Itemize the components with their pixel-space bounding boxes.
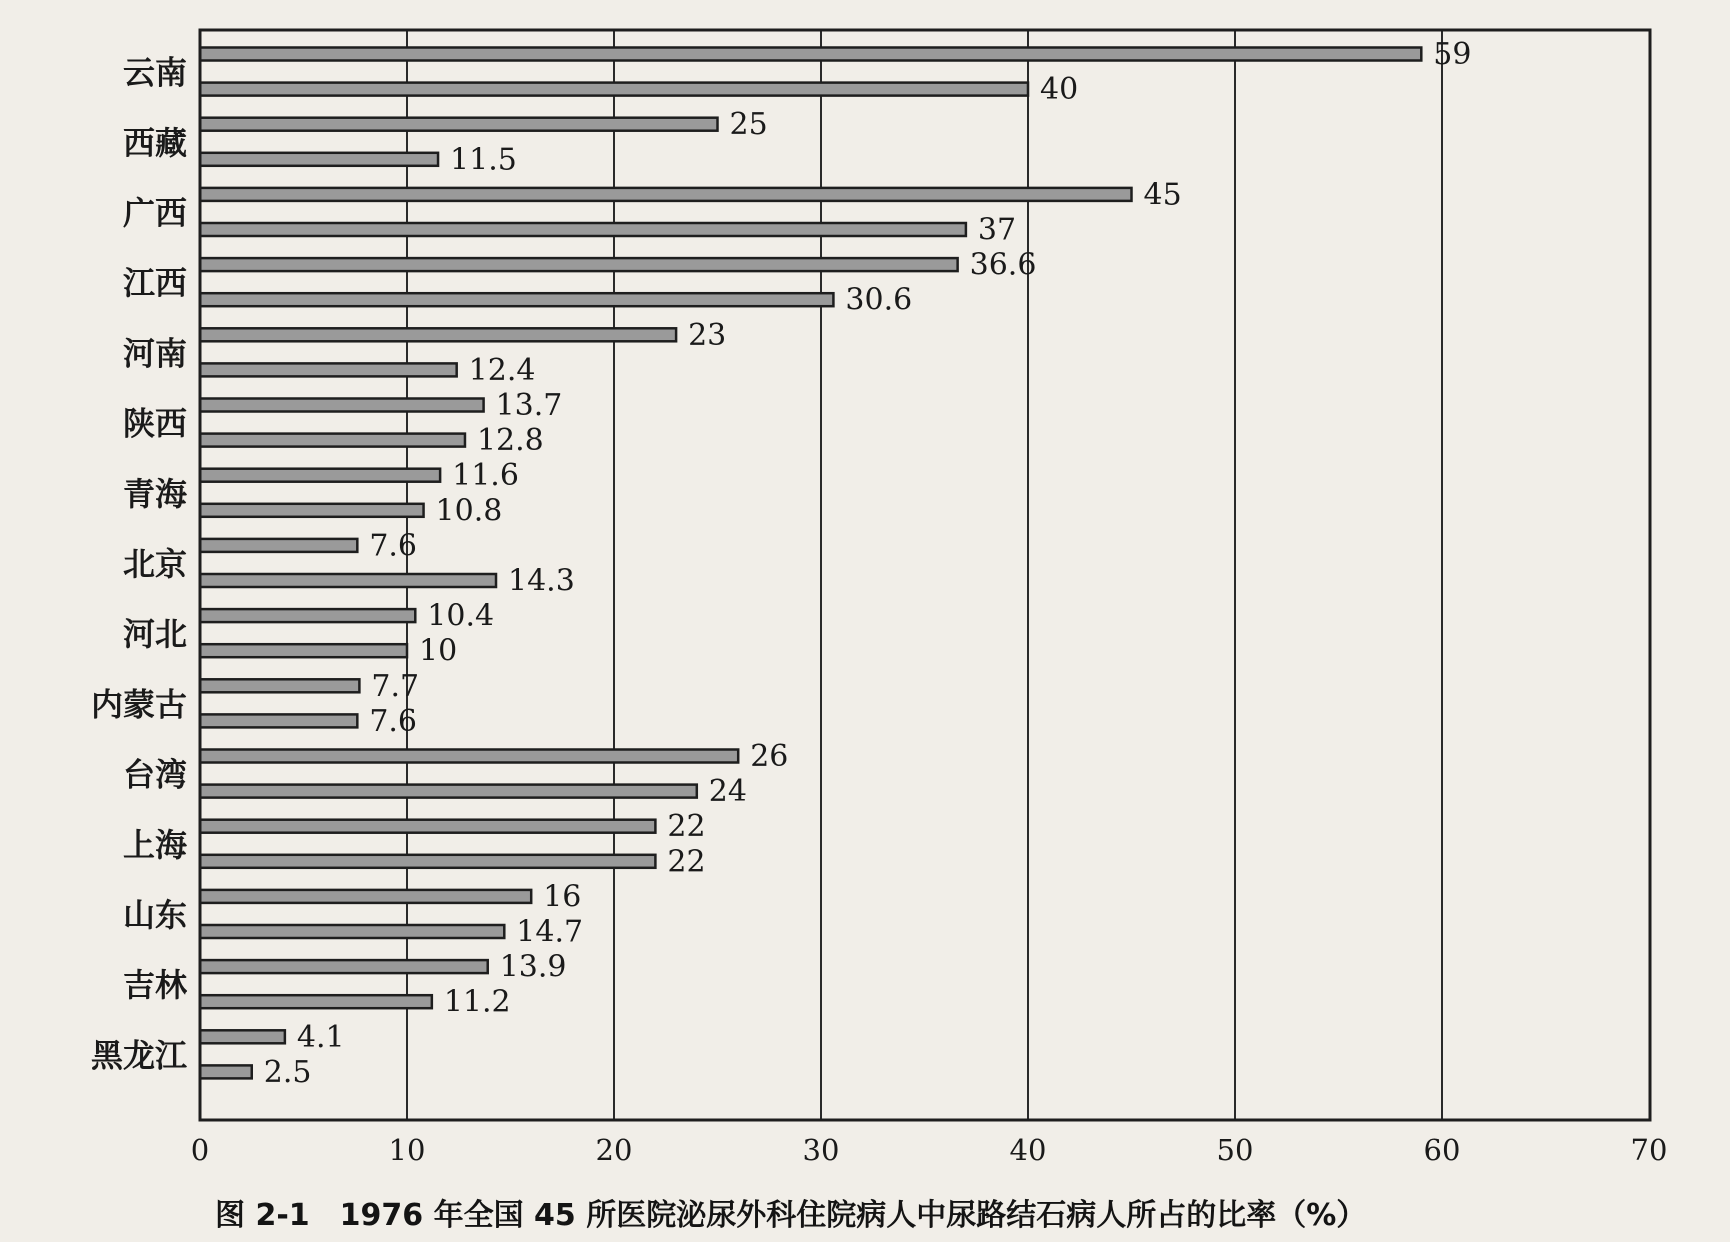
figure-caption-text: 1976 年全国 45 所医院泌尿外科住院病人中尿路结石病人所占的比率（%）	[339, 1198, 1367, 1233]
category-label: 内蒙古	[90, 685, 187, 724]
bar	[200, 153, 438, 166]
bar	[200, 399, 484, 412]
bar	[200, 504, 424, 517]
x-tick-label: 30	[802, 1133, 840, 1167]
bar	[200, 679, 359, 692]
x-tick-label: 0	[190, 1133, 210, 1167]
bar-value-label: 11.6	[452, 458, 519, 494]
x-tick-label: 50	[1216, 1133, 1254, 1167]
bar-value-label: 4.1	[296, 1019, 345, 1055]
bar-value-label: 14.7	[516, 914, 584, 950]
category-label: 西藏	[122, 123, 187, 162]
bar	[200, 48, 1421, 61]
bar-value-label: 40	[1040, 72, 1079, 108]
bar	[200, 258, 958, 271]
bar-value-label: 36.6	[969, 247, 1037, 283]
bar	[200, 925, 504, 938]
bar	[200, 750, 738, 763]
category-label: 陕西	[122, 404, 187, 443]
bar-value-label: 45	[1143, 177, 1182, 213]
bar	[200, 223, 966, 236]
bar-value-label: 7.7	[371, 668, 420, 704]
category-label: 江西	[122, 264, 187, 303]
bar	[200, 1030, 285, 1043]
bar	[200, 188, 1132, 201]
bar	[200, 118, 718, 131]
x-tick-label: 10	[388, 1133, 426, 1167]
bar-value-label: 7.6	[369, 528, 418, 564]
bar-value-label: 22	[667, 809, 706, 845]
category-label: 吉林	[122, 966, 187, 1005]
bar	[200, 574, 496, 587]
bar-value-label: 11.2	[443, 984, 511, 1020]
bar-value-label: 16	[543, 879, 582, 915]
bar	[200, 644, 407, 657]
bar	[200, 539, 357, 552]
bar-value-label: 30.6	[845, 282, 913, 318]
category-label: 河南	[122, 334, 187, 373]
category-label: 上海	[122, 825, 187, 864]
bar-value-label: 12.4	[468, 352, 536, 388]
bar-value-label: 13.9	[499, 949, 567, 985]
bar-value-label: 2.5	[263, 1054, 312, 1090]
bar-value-label: 10	[419, 633, 458, 669]
category-label: 青海	[122, 474, 187, 513]
bar-value-label: 14.3	[508, 563, 575, 599]
bar	[200, 328, 676, 341]
bar	[200, 820, 655, 833]
bar	[200, 83, 1028, 96]
bar	[200, 890, 531, 903]
bar	[200, 785, 697, 798]
bar	[200, 434, 465, 447]
bar-value-label: 37	[977, 212, 1017, 248]
x-tick-label: 40	[1009, 1133, 1047, 1167]
bar	[200, 960, 488, 973]
bar-value-label: 23	[688, 317, 727, 353]
bar	[200, 995, 432, 1008]
bar	[200, 469, 440, 482]
bar	[200, 609, 415, 622]
bar	[200, 363, 457, 376]
category-label: 广西	[122, 193, 187, 232]
bar-value-label: 13.7	[495, 388, 563, 423]
category-label: 黑龙江	[90, 1036, 187, 1075]
bar	[200, 293, 833, 306]
bar-value-label: 12.8	[476, 423, 544, 459]
bar	[200, 1065, 252, 1078]
category-label: 北京	[122, 544, 187, 583]
bar-value-label: 25	[729, 107, 768, 143]
chart-x-tick-labels	[191, 1133, 1668, 1167]
bar-value-label: 7.6	[369, 703, 418, 739]
category-label: 云南	[122, 53, 187, 92]
category-label: 河北	[122, 615, 187, 654]
bar-value-label: 59	[1433, 37, 1472, 72]
x-tick-label: 70	[1630, 1133, 1668, 1167]
bar	[200, 855, 655, 868]
figure-caption	[215, 1190, 1635, 1234]
category-label: 山东	[122, 895, 187, 934]
bar-value-label: 24	[708, 774, 747, 810]
bar-value-label: 26	[750, 739, 789, 774]
bar-value-label: 22	[667, 844, 706, 880]
chart-category-labels	[91, 54, 188, 1075]
x-tick-label: 60	[1423, 1133, 1461, 1167]
figure-number: 图 2-1	[215, 1198, 310, 1233]
bar	[200, 714, 357, 727]
bar-value-label: 10.4	[427, 598, 495, 634]
x-tick-label: 20	[595, 1133, 633, 1167]
bar-value-label: 11.5	[450, 142, 517, 178]
category-label: 台湾	[122, 755, 187, 794]
bar-value-label: 10.8	[435, 493, 503, 529]
